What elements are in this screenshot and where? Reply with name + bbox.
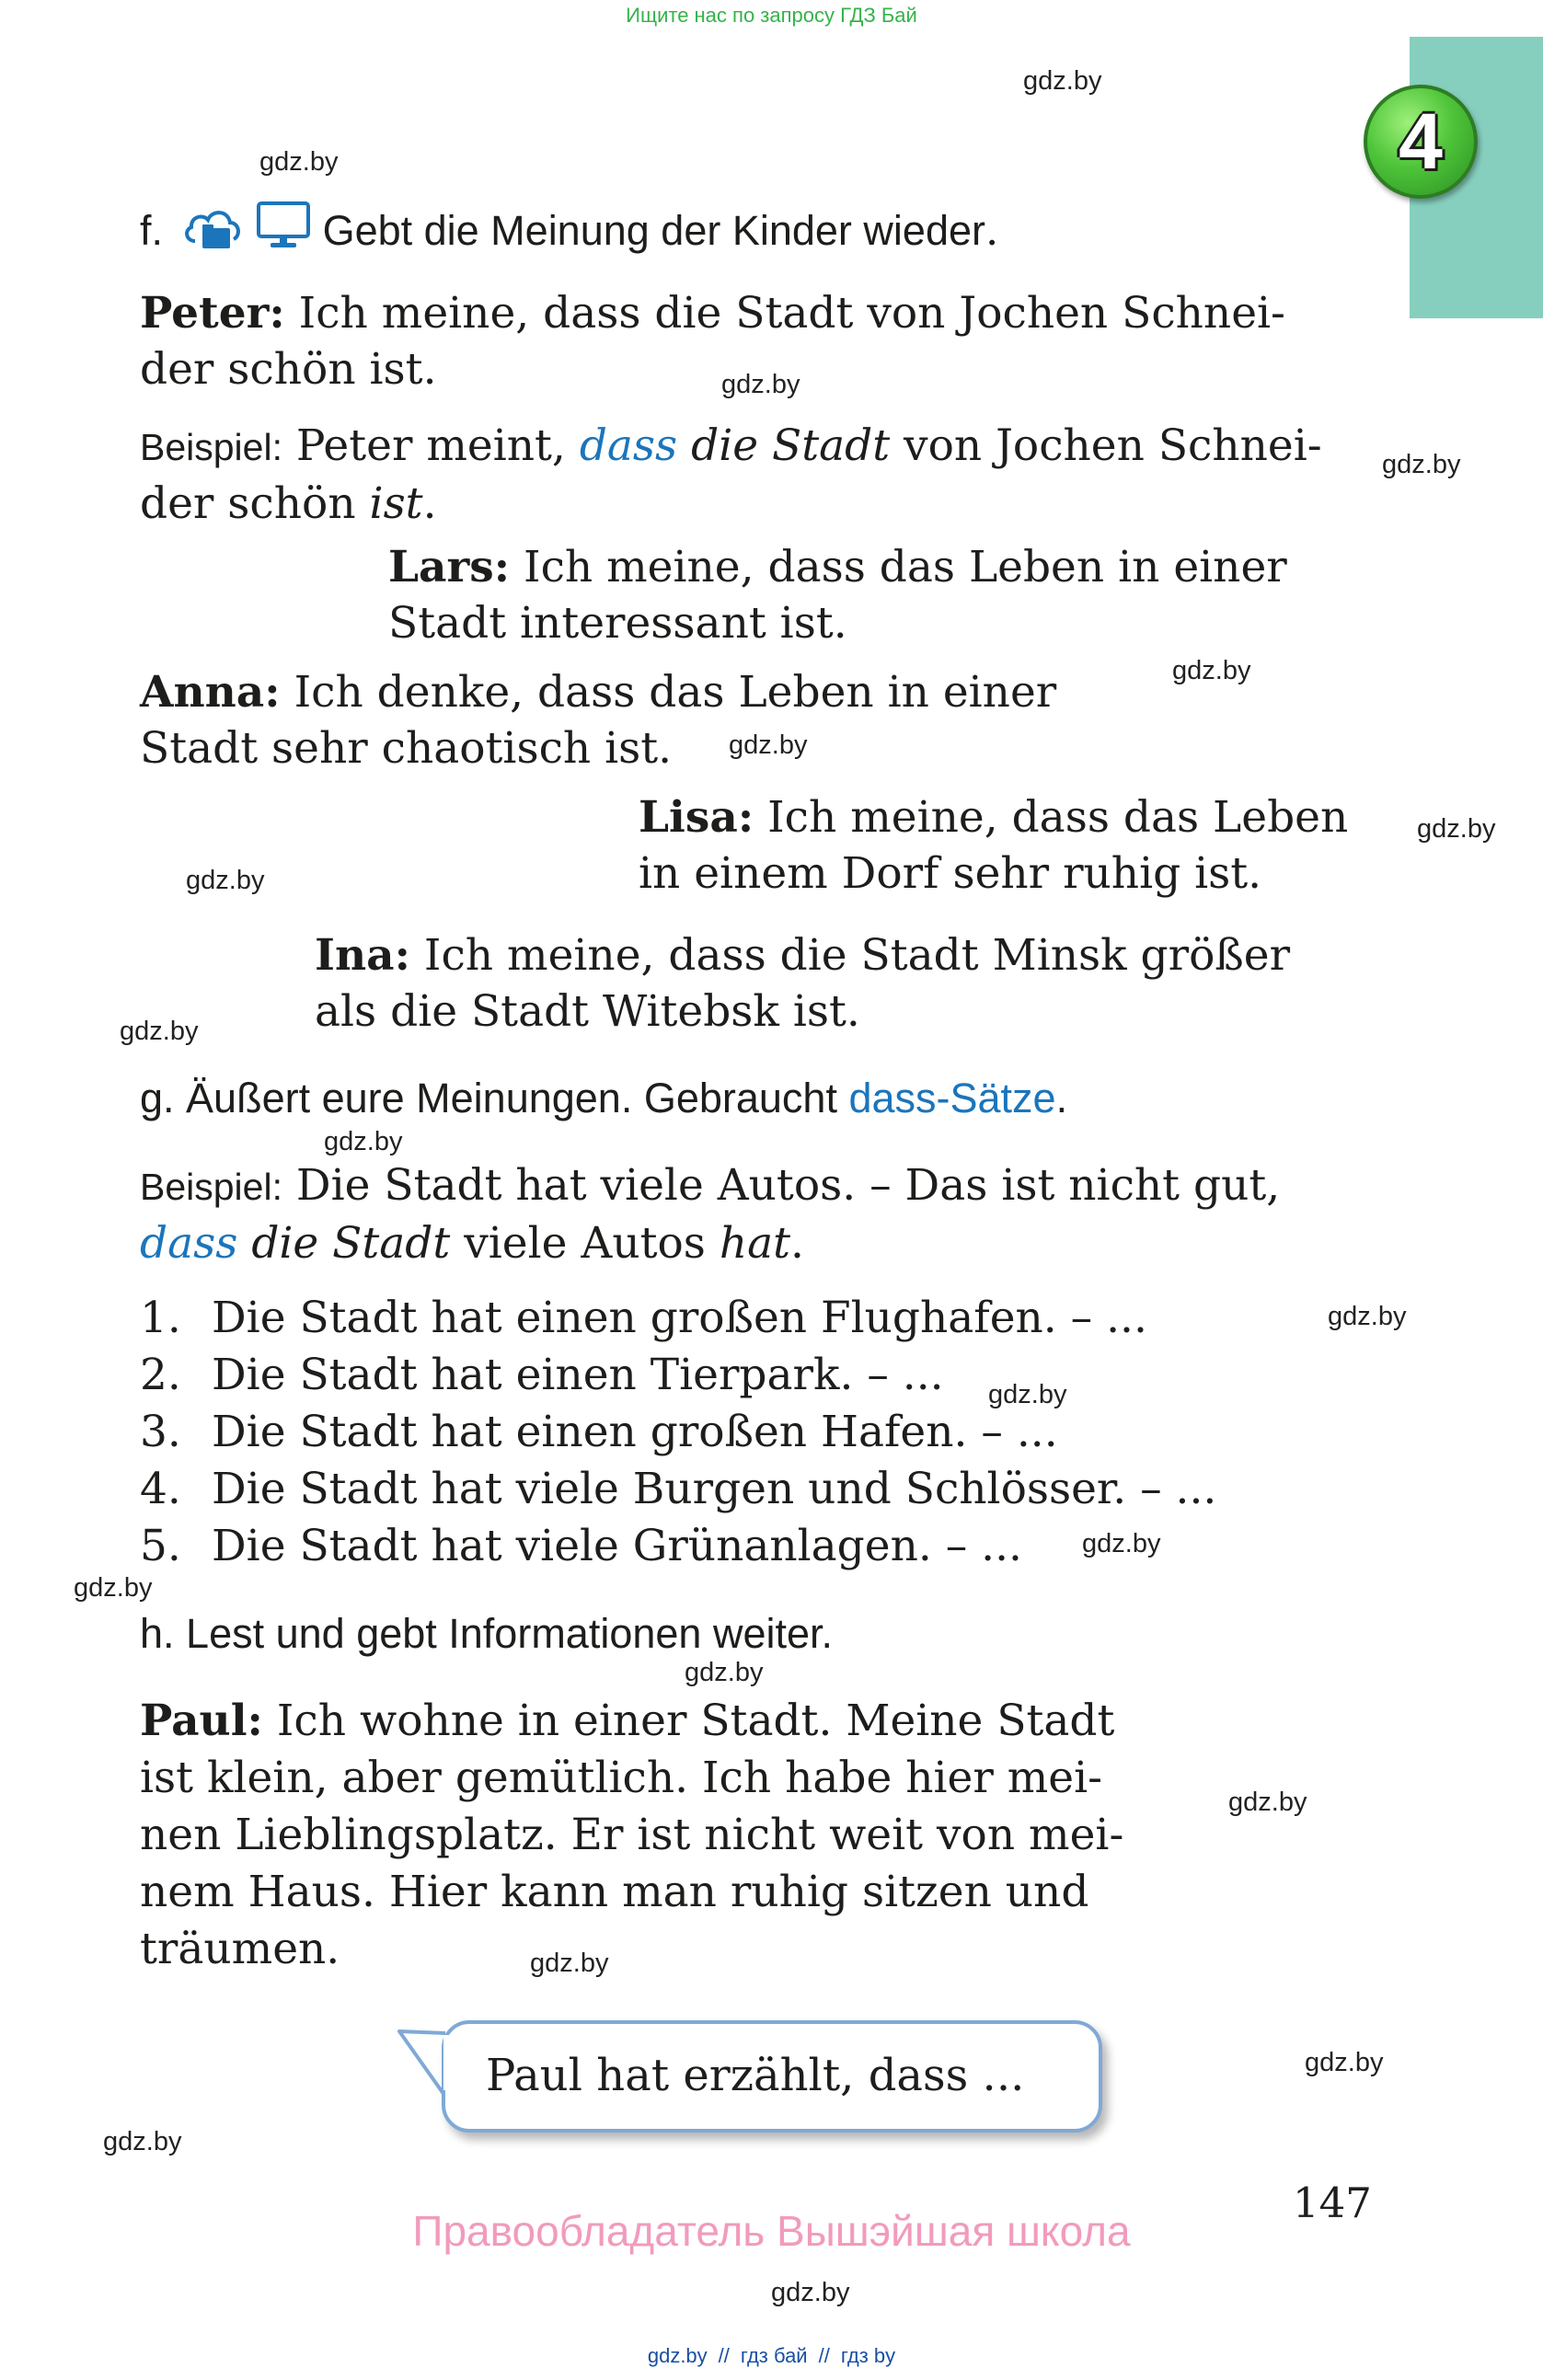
speaker-name: Ina: [315, 930, 410, 981]
task-h-heading: h. Lest und gebt Informationen weiter. [140, 1610, 834, 1657]
chapter-number: 4 [1399, 98, 1443, 186]
speech-bubble-text: Paul hat erzählt, dass ... [486, 2050, 1025, 2101]
watermark-text: gdz.by [1172, 656, 1251, 685]
footer-watermark: gdz.by // гдз бай // гдз by [647, 2344, 896, 2367]
top-watermark: Ищите нас по запросу ГДЗ Бай [626, 4, 917, 27]
watermark-text: gdz.by [74, 1573, 153, 1603]
watermark-text: gdz.by [1082, 1529, 1161, 1558]
list-item: 3. Die Stadt hat einen großen Hafen. – ... [140, 1407, 1058, 1457]
ina-statement: Ina: Ich meine, dass die Stadt Minsk größer als die Stadt Witebsk ist. [315, 930, 1291, 1037]
list-item: 4. Die Stadt hat viele Burgen und Schlösser. – ... [140, 1464, 1217, 1514]
watermark-text: gdz.by [530, 1949, 609, 1978]
watermark-text: gdz.by [1023, 66, 1102, 96]
task-g-heading: g. Äußert eure Meinungen. Gebraucht dass-Sätze. [140, 1075, 1068, 1121]
watermark-text: gdz.by [259, 147, 339, 177]
page-number: 147 [1293, 2179, 1372, 2227]
watermark-text: gdz.by [1305, 2048, 1384, 2077]
watermark-text: gdz.by [120, 1017, 199, 1046]
list-item: 5. Die Stadt hat viele Grünanlagen. – ... [140, 1521, 1022, 1571]
speaker-name: Paul: [140, 1696, 263, 1746]
speaker-name: Peter: [140, 288, 285, 339]
watermark-text: gdz.by [771, 2278, 850, 2307]
example-label: Beispiel: [140, 1166, 282, 1208]
watermark-text: gdz.by [1228, 1788, 1307, 1817]
task-f-heading: f. Gebt die Meinung der Kinder wieder. [140, 201, 998, 255]
example-g: Beispiel: Die Stadt hat viele Autos. – Das ist nicht gut, dass die Stadt viele Autos hat. [140, 1160, 1281, 1269]
task-f-title: Gebt die Meinung der Kinder wieder [322, 207, 985, 254]
watermark-text: gdz.by [1328, 1302, 1407, 1331]
lars-statement: Lars: Ich meine, dass das Leben in einer Stadt interessant ist. [388, 542, 1287, 649]
copyright-text: Правообладатель Вышэйшая школа [412, 2207, 1131, 2255]
watermark-text: gdz.by [103, 2127, 182, 2156]
speech-bubble-tail-cover [434, 2031, 480, 2096]
watermark-text: gdz.by [324, 1127, 403, 1156]
watermark-text: gdz.by [721, 370, 800, 399]
paul-text: Paul: Ich wohne in einer Stadt. Meine Stadt ist klein, aber gemütlich. Ich habe hier mei- nen Lieblingsplatz. Er ist nicht weit von mei- nem Haus. Hier kann man ruhig sitzen und träumen. [140, 1696, 1124, 1974]
watermark-text: gdz.by [988, 1380, 1067, 1409]
list-item: 2. Die Stadt hat einen Tierpark. – ... [140, 1350, 944, 1400]
list-item: 1. Die Stadt hat einen großen Flughafen. – ... [140, 1293, 1147, 1343]
speaker-name: Lars: [388, 542, 511, 592]
example-f: Beispiel: Peter meint, dass die Stadt von Jochen Schnei- der schön ist. [140, 420, 1322, 529]
cloud-folder-icon [182, 204, 243, 250]
watermark-text: gdz.by [1417, 814, 1496, 844]
chapter-badge [1364, 85, 1478, 199]
lisa-statement: Lisa: Ich meine, dass das Leben in einem Dorf sehr ruhig ist. [639, 792, 1349, 899]
anna-statement: Anna: Ich denke, dass das Leben in einer Stadt sehr chaotisch ist. [140, 667, 1057, 774]
speaker-name: Lisa: [639, 792, 754, 843]
watermark-text: gdz.by [729, 730, 808, 760]
speaker-name: Anna: [140, 667, 281, 718]
dass-saetze-highlight: dass-Sätze [848, 1075, 1056, 1121]
computer-monitor-icon [256, 201, 311, 250]
task-letter: f. [140, 207, 164, 254]
peter-statement: Peter: Ich meine, dass die Stadt von Jochen Schnei- der schön ist. [140, 288, 1285, 395]
watermark-text: gdz.by [186, 866, 265, 895]
example-label: Beispiel: [140, 426, 282, 468]
watermark-text: gdz.by [1382, 450, 1461, 479]
watermark-text: gdz.by [685, 1658, 764, 1687]
sentence-list [140, 1290, 1216, 1575]
